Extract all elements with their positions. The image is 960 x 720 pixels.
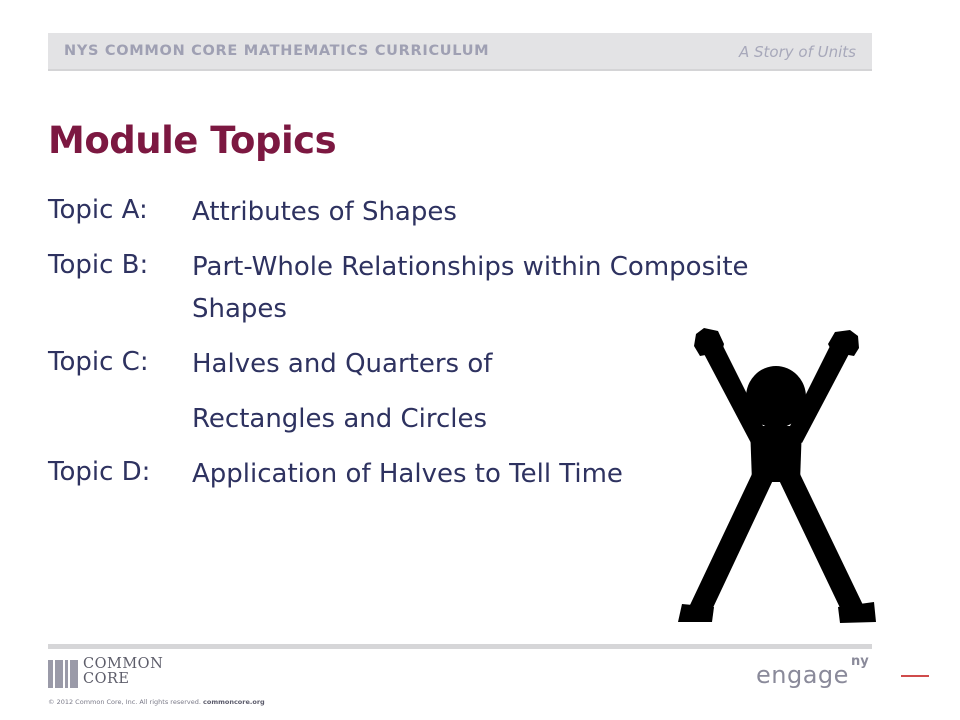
header-bar — [48, 33, 872, 71]
topic-d-label: Topic D: — [48, 457, 151, 487]
page-title: Module Topics — [48, 119, 337, 162]
curriculum-tagline: A Story of Units — [739, 43, 856, 61]
copyright-text: © 2012 Common Core, Inc. All rights reserved. — [48, 698, 201, 706]
common-core-bars-icon — [48, 660, 78, 688]
accent-rule — [901, 675, 929, 677]
footer-divider — [48, 644, 872, 649]
copyright-notice — [48, 698, 265, 706]
topic-c-label: Topic C: — [48, 347, 149, 377]
topic-d-line-1: Application of Halves to Tell Time — [192, 459, 623, 489]
topic-a-line-1: Attributes of Shapes — [192, 197, 457, 227]
topic-c-line-1: Halves and Quarters of — [192, 349, 493, 379]
topic-b-line-1: Part-Whole Relationships within Composite — [192, 252, 749, 282]
common-core-wordmark — [83, 657, 163, 687]
copyright-site: commoncore.org — [203, 698, 265, 706]
logo-line-1: COMMON — [83, 656, 164, 672]
engage-ny-superscript: ny — [851, 654, 869, 669]
topic-b-label: Topic B: — [48, 250, 149, 280]
topic-c-line-2: Rectangles and Circles — [192, 404, 488, 434]
topic-b-line-2: Shapes — [192, 294, 287, 324]
topic-a-label: Topic A: — [48, 195, 148, 225]
common-core-logo — [48, 656, 188, 694]
engage-wordmark: engage — [756, 661, 849, 689]
curriculum-title: NYS COMMON CORE MATHEMATICS CURRICULUM — [64, 43, 490, 59]
logo-line-2: CORE — [83, 671, 130, 687]
cheering-stick-figure-icon — [676, 322, 876, 626]
